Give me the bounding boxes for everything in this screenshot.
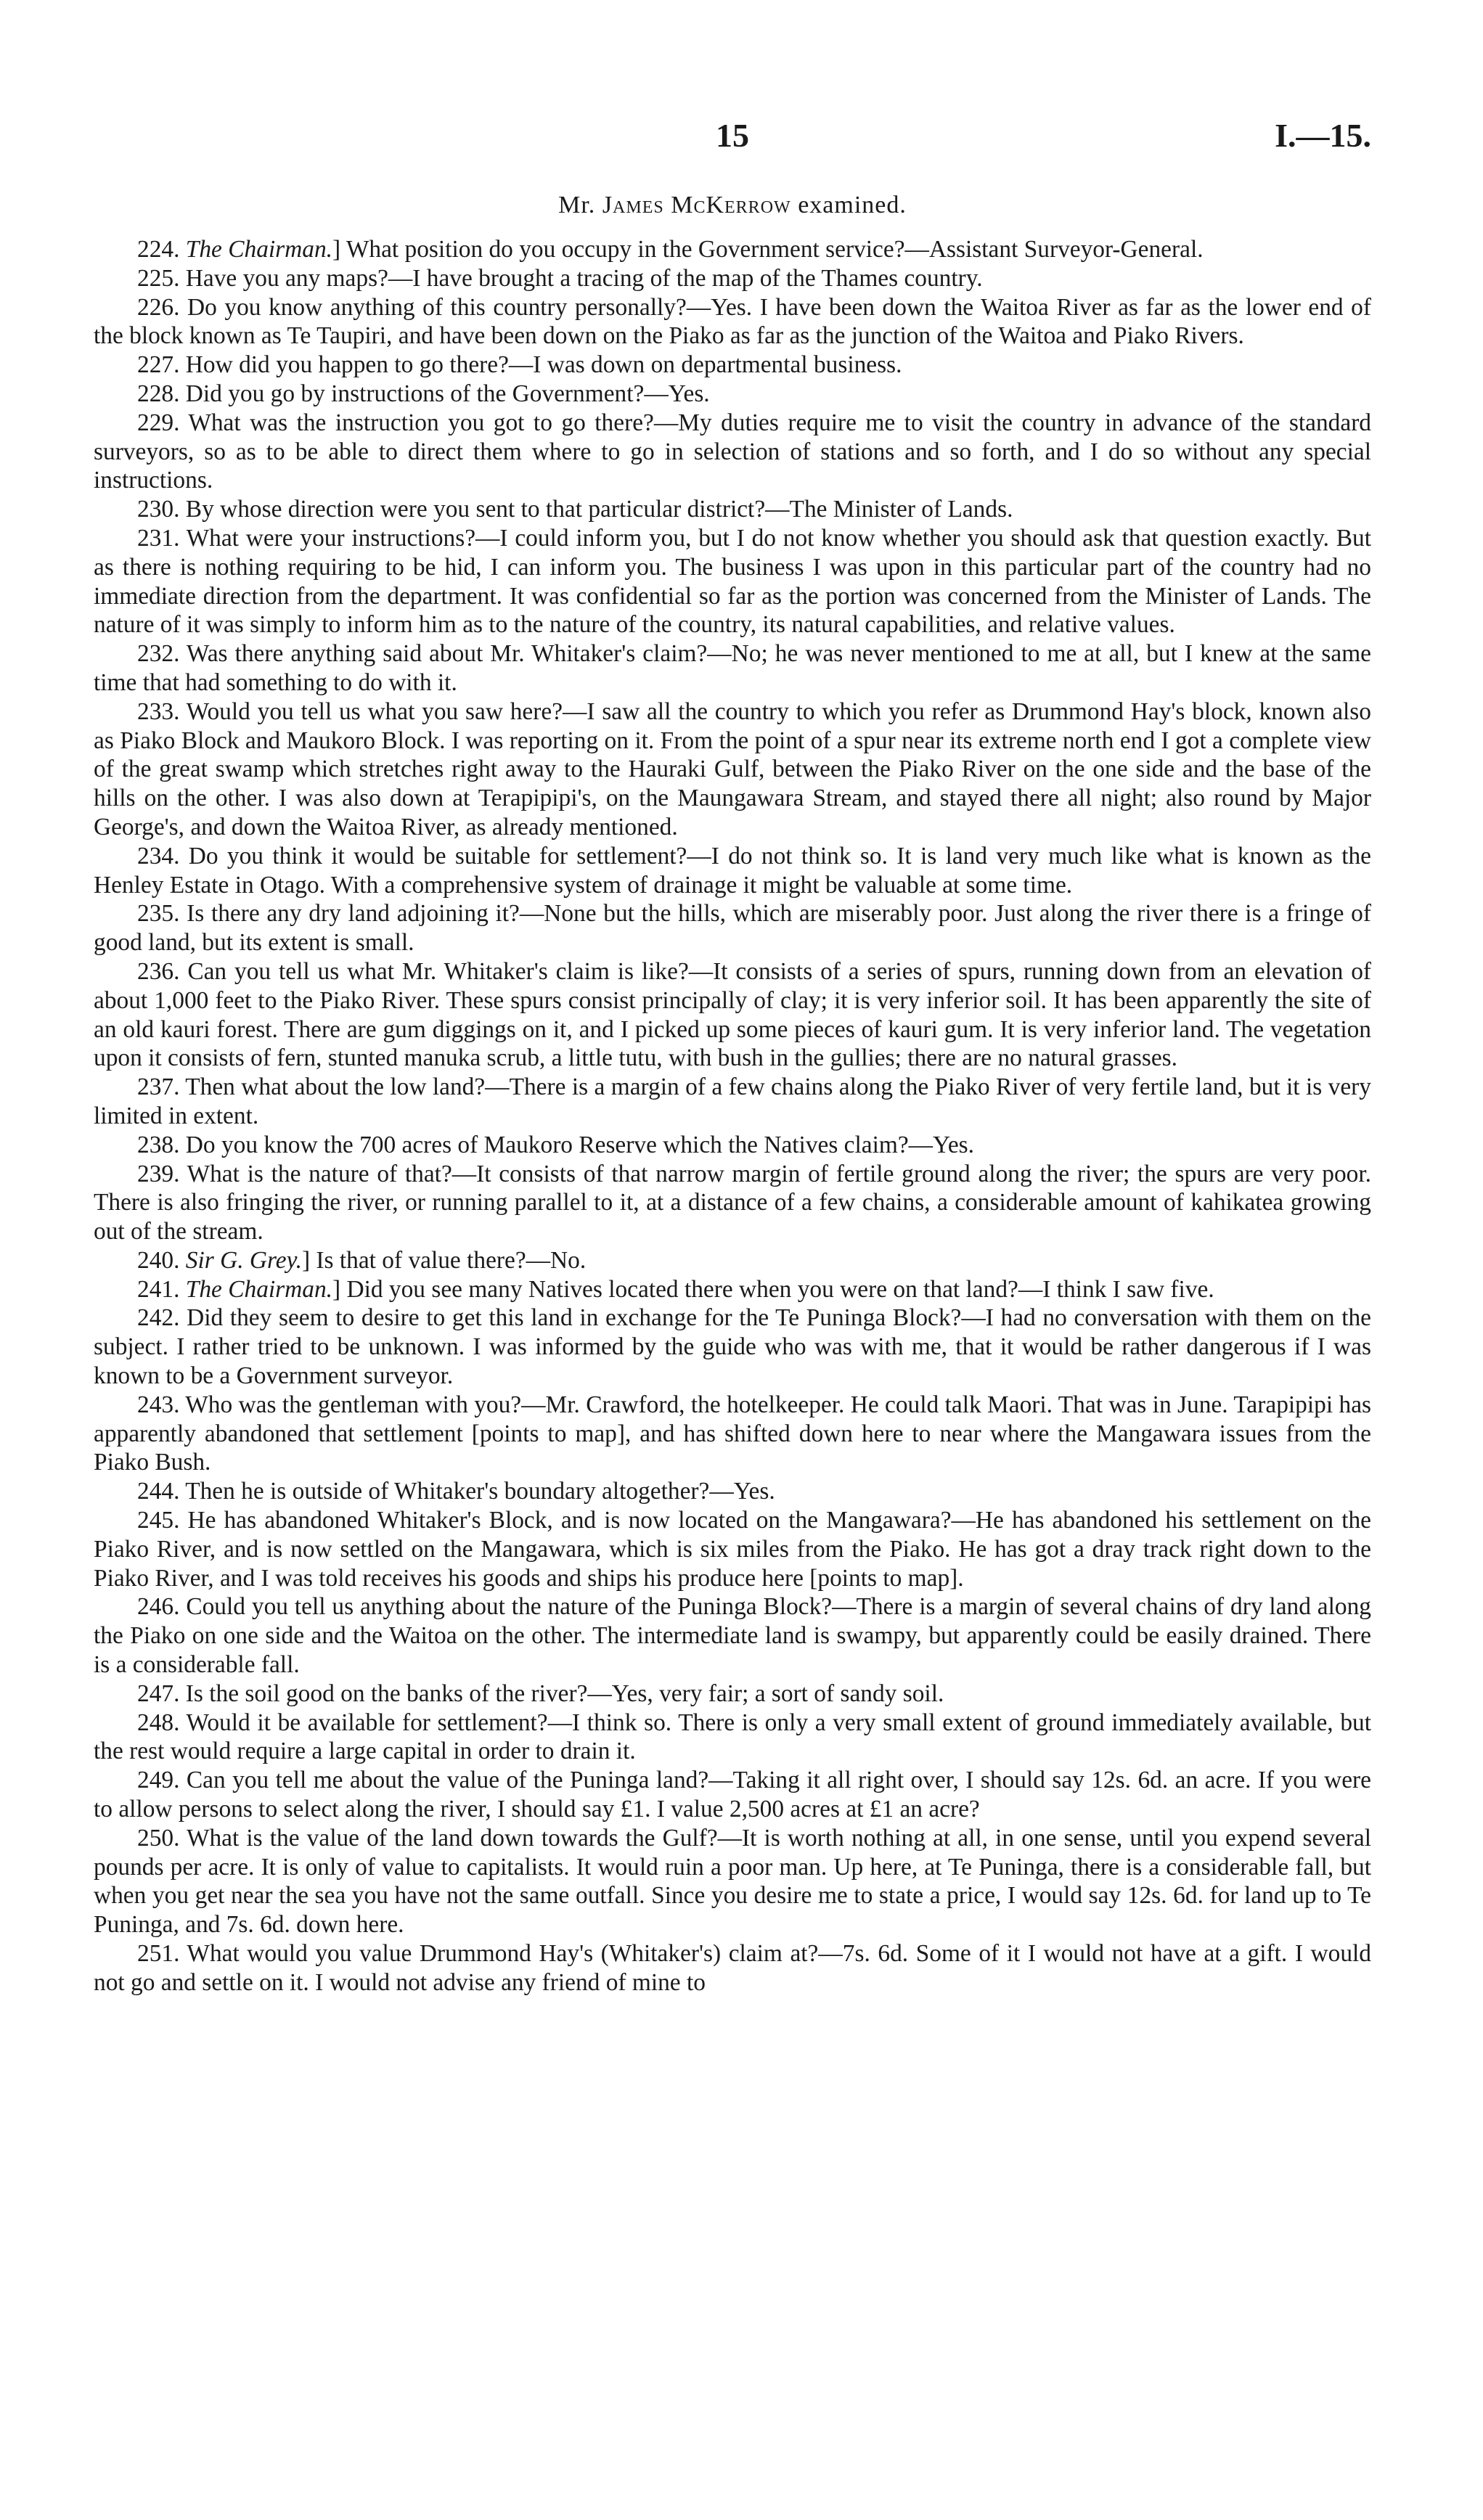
question-paragraph xyxy=(94,293,1371,351)
question-answer-text: How did you happen to go there?—I was down on departmental business. xyxy=(185,351,902,379)
question-answer-text: By whose direction were you sent to that particular district?—The Minister of Lands. xyxy=(185,496,1013,523)
question-answer-text: Could you tell us anything about the nature of the Puninga Block?—There is a margin of several chains of dry land along the Piako on one side and the Waitoa on the other. The intermediate land is swampy, but apparently could be easily drained. There is a considerable fall. xyxy=(94,1593,1371,1679)
question-number: 224. xyxy=(137,236,180,263)
question-number: 226. xyxy=(137,293,180,321)
question-paragraph xyxy=(94,1680,1371,1709)
question-paragraph xyxy=(94,842,1371,900)
question-number: 236. xyxy=(137,957,180,985)
question-paragraph xyxy=(94,1592,1371,1679)
question-paragraph xyxy=(94,1506,1371,1592)
question-number: 242. xyxy=(137,1304,180,1332)
question-number: 238. xyxy=(137,1131,180,1158)
question-number: 248. xyxy=(137,1709,180,1736)
question-answer-text: Is the soil good on the banks of the river?—Yes, very fair; a sort of sandy soil. xyxy=(185,1680,944,1707)
question-answer-text: Who was the gentleman with you?—Mr. Crawford, the hotelkeeper. He could talk Maori. That was in June. Tarapipipi has apparently abandoned that settlement [points to map], and has shifted down here to near where the Mangawara issues from the Piako Bush. xyxy=(94,1391,1372,1476)
question-answer-text: Would you tell us what you saw here?—I saw all the country to which you refer as Drummond Hay's block, known also as Piako Block and Maukoro Block. I was reporting on it. From the point of a spur near its extreme north end I got a complete view of the great swamp which stretches right away to the Hauraki Gulf, between the Piako River on the one side and the base of the hills on the other. I was also down at Terapipipi's, on the Maungawara Stream, and stayed there all night; also round by Major George's, and down the Waitoa River, as already mentioned. xyxy=(94,698,1371,840)
question-answer-text: Can you tell us what Mr. Whitaker's claim is like?—It consists of a series of spurs, running down from an elevation of about 1,000 feet to the Piako River. These spurs consist principally of clay; it is very inferior soil. It has been apparently the site of an old kauri forest. There are gum diggings on it, and I picked up some pieces of kauri gum. It is very inferior land. The vegetation upon it consists of fern, stunted manuka scrub, a little tutu, with bush in the gullies; there are no natural grasses. xyxy=(94,957,1372,1072)
question-answer-text: Is there any dry land adjoining it?—None but the hills, which are miserably poor. Just along the river there is a fringe of good land, but its extent is small. xyxy=(94,900,1371,957)
question-paragraph xyxy=(94,1160,1371,1246)
question-number: 239. xyxy=(137,1160,180,1187)
question-answer-text: Do you know anything of this country personally?—Yes. I have been down the Waitoa River as far as the lower end of the block known as Te Taupiri, and have been down on the Piako as far as the junction of the Waitoa and Piako Rivers. xyxy=(94,293,1371,350)
question-paragraph xyxy=(94,1391,1371,1477)
question-number: 240. xyxy=(137,1246,180,1274)
question-answer-text: What would you value Drummond Hay's (Whitaker's) claim at?—7s. 6d. Some of it I would not have at a gift. I would not go and settle on it. I would not advise any friend of mine to xyxy=(94,1940,1371,1996)
question-number: 229. xyxy=(137,409,180,436)
witness-name: James McKerrow xyxy=(602,192,791,218)
question-paragraph xyxy=(94,495,1371,524)
question-number: 234. xyxy=(137,842,180,870)
page-header xyxy=(94,116,1371,167)
question-paragraph xyxy=(94,409,1371,495)
question-number: 246. xyxy=(137,1593,180,1621)
testimony-body xyxy=(94,235,1371,1997)
question-paragraph xyxy=(94,235,1371,264)
question-paragraph xyxy=(94,380,1371,409)
question-answer-text: What was the instruction you got to go there?—My duties require me to visit the country in advance of the standard surveyors, so as to be able to direct them where to go in selection of stations and so forth, and I do so without any special instructions. xyxy=(94,409,1372,494)
question-paragraph xyxy=(94,524,1371,639)
question-answer-text: Did they seem to desire to get this land in exchange for the Te Puninga Block?—I had no conversation with them on the subject. I rather tried to be unknown. I was informed by the guide who was with me, that it would be rather dangerous if I was known to be a Government surveyor. xyxy=(94,1304,1371,1390)
question-paragraph xyxy=(94,1275,1371,1304)
question-paragraph xyxy=(94,1477,1371,1506)
heading-suffix: examined. xyxy=(790,192,907,218)
document-page xyxy=(94,116,1371,1997)
question-paragraph xyxy=(94,899,1371,957)
question-paragraph xyxy=(94,1073,1371,1131)
question-answer-text: What were your instructions?—I could inform you, but I do not know whether you should ask that question exactly. But as there is nothing requiring to be hid, I can inform you. The business I was upon in this particular part of the country had no immediate direction from the department. It was confidential so far as the portion was concerned from the Minister of Lands. The nature of it was simply to inform him as to the nature of the country, its natural capabilities, and relative values. xyxy=(94,524,1372,639)
page-number: 15 xyxy=(716,117,749,154)
question-paragraph xyxy=(94,1709,1371,1767)
question-answer-text: Did you go by instructions of the Government?—Yes. xyxy=(185,380,710,407)
question-paragraph xyxy=(94,1304,1371,1390)
question-paragraph xyxy=(94,698,1371,842)
question-number: 237. xyxy=(137,1073,180,1101)
question-number: 227. xyxy=(137,351,180,379)
question-paragraph xyxy=(94,1766,1371,1824)
question-paragraph xyxy=(94,351,1371,380)
speaker-name: Sir G. Grey. xyxy=(185,1246,302,1274)
question-paragraph xyxy=(94,1246,1371,1275)
question-number: 225. xyxy=(137,264,180,292)
question-paragraph xyxy=(94,264,1371,293)
question-number: 243. xyxy=(137,1391,180,1418)
question-answer-text: Have you any maps?—I have brought a tracing of the map of the Thames country. xyxy=(185,264,983,292)
question-answer-text: Then he is outside of Whitaker's boundary altogether?—Yes. xyxy=(185,1478,775,1505)
question-answer-text: ] Is that of value there?—No. xyxy=(301,1246,587,1274)
question-number: 230. xyxy=(137,496,180,523)
question-number: 232. xyxy=(137,640,180,668)
question-answer-text: What is the nature of that?—It consists of that narrow margin of fertile ground along the river; the spurs are very poor. There is also fringing the river, or running parallel to it, at a distance of a few chains, a considerable amount of kahikatea growing out of the stream. xyxy=(94,1160,1371,1245)
question-answer-text: Do you think it would be suitable for settlement?—I do not think so. It is land very much like what is known as the Henley Estate in Otago. With a comprehensive system of drainage it might be valuable at some time. xyxy=(94,842,1371,899)
question-paragraph xyxy=(94,639,1371,698)
question-answer-text: Can you tell me about the value of the Puninga land?—Taking it all right over, I should say 12s. 6d. an acre. If you were to allow persons to select along the river, I should say £1. I value 2,500 acres at £1 an acre? xyxy=(94,1767,1371,1823)
question-number: 235. xyxy=(137,900,180,928)
question-number: 251. xyxy=(137,1940,180,1968)
question-number: 231. xyxy=(137,524,180,552)
question-paragraph xyxy=(94,1131,1371,1160)
question-answer-text: Then what about the low land?—There is a margin of a few chains along the Piako River of very fertile land, but it is very limited in extent. xyxy=(94,1073,1371,1129)
question-number: 233. xyxy=(137,698,180,725)
question-answer-text: ] What position do you occupy in the Government service?—Assistant Surveyor-General. xyxy=(332,236,1204,263)
question-number: 245. xyxy=(137,1507,180,1534)
question-paragraph xyxy=(94,1824,1371,1939)
question-answer-text: Do you know the 700 acres of Maukoro Reserve which the Natives claim?—Yes. xyxy=(185,1131,974,1158)
question-number: 241. xyxy=(137,1275,180,1303)
question-number: 249. xyxy=(137,1767,180,1794)
speaker-name: The Chairman. xyxy=(185,236,333,263)
heading-prefix: Mr. xyxy=(558,192,602,218)
speaker-name: The Chairman. xyxy=(185,1275,333,1303)
question-answer-text: What is the value of the land down towards the Gulf?—It is worth nothing at all, in one sense, until you expend several pounds per acre. It is only of value to capitalists. It would ruin a poor man. Up here, at Te Puninga, there is a considerable fall, but when you get near the sea you have not the same outfall. Since you desire me to state a price, I would say 12s. 6d. for land up to Te Puninga, and 7s. 6d. down here. xyxy=(94,1824,1371,1939)
question-number: 228. xyxy=(137,380,180,407)
section-heading xyxy=(94,192,1371,219)
question-answer-text: ] Did you see many Natives located there when you were on that land?—I think I saw five. xyxy=(332,1275,1214,1303)
question-answer-text: He has abandoned Whitaker's Block, and is now located on the Mangawara?—He has abandoned his settlement on the Piako River, and is now settled on the Mangawara, which is six miles from the Piako. He has got a dray track right down to the Piako River, and I was told receives his goods and ships his produce here [points to map]. xyxy=(94,1507,1371,1592)
question-number: 244. xyxy=(137,1478,180,1505)
question-number: 247. xyxy=(137,1680,180,1707)
question-answer-text: Was there anything said about Mr. Whitaker's claim?—No; he was never mentioned to me at all, but I knew at the same time that had something to do with it. xyxy=(94,640,1371,696)
question-number: 250. xyxy=(137,1824,180,1852)
question-paragraph xyxy=(94,1939,1371,1997)
question-paragraph xyxy=(94,957,1371,1073)
question-answer-text: Would it be available for settlement?—I think so. There is only a very small extent of ground immediately available, but the rest would require a large capital in order to drain it. xyxy=(94,1709,1371,1765)
document-reference: I.—15. xyxy=(1275,117,1371,154)
